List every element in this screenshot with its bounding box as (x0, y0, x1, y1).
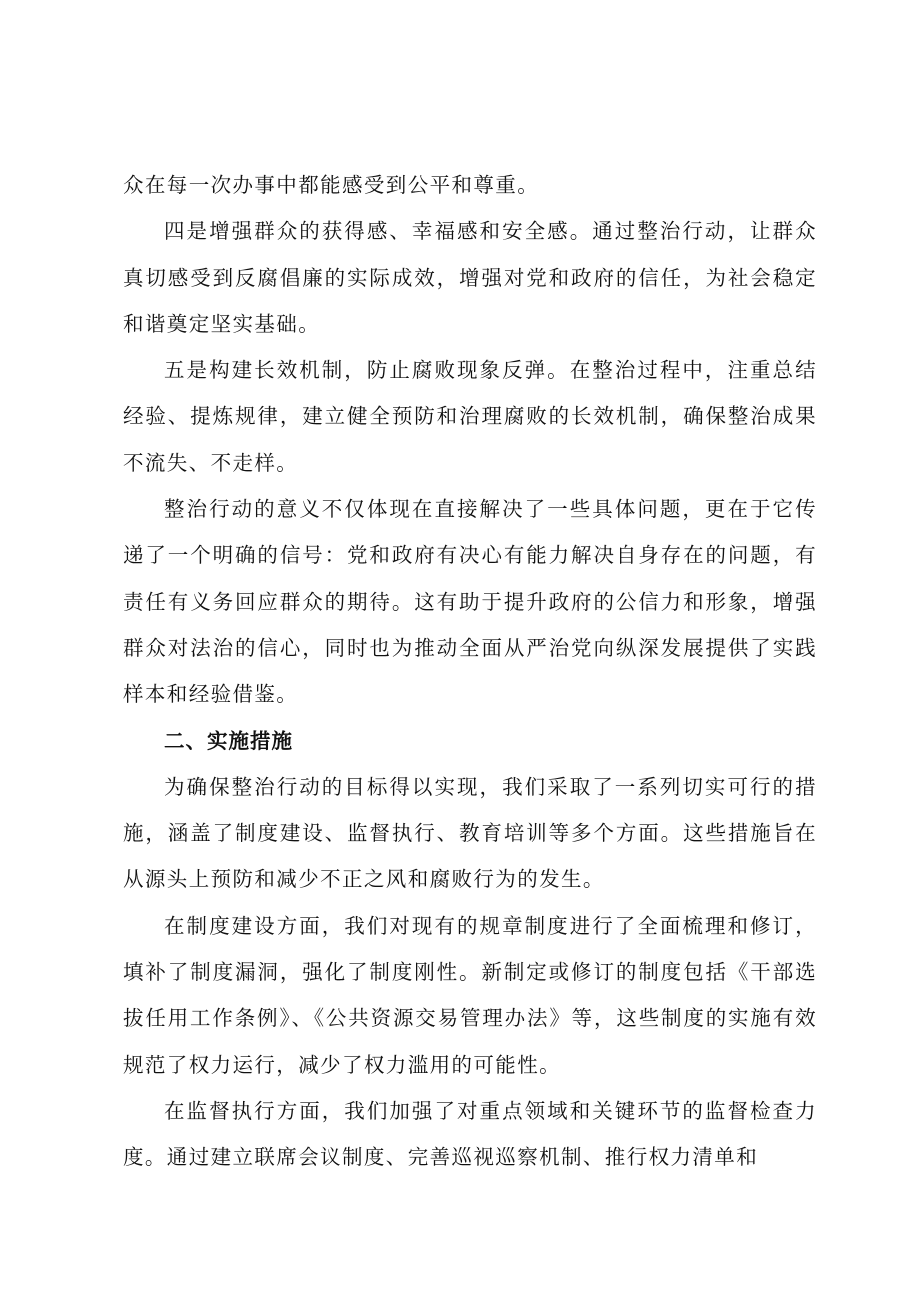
document-body (123, 162, 817, 1181)
paragraph-point-four: 四是增强群众的获得感、幸福感和安全感。通过整治行动，让群众真切感受到反腐倡廉的实际成效，增强对党和政府的信任，为社会稳定和谐奠定坚实基础。 (123, 219, 817, 336)
paragraph-point-five: 五是构建长效机制，防止腐败现象反弹。在整治过程中，注重总结经验、提炼规律，建立健全预防和治理腐败的长效机制，确保整治成果不流失、不走样。 (123, 358, 817, 475)
paragraph-significance: 整治行动的意义不仅体现在直接解决了一些具体问题，更在于它传递了一个明确的信号：党和政府有决心有能力解决自身存在的问题，有责任有义务回应群众的期待。这有助于提升政府的公信力和形象，增强群众对法治的信心，同时也为推动全面从严治党向纵深发展提供了实践样本和经验借鉴。 (123, 497, 817, 707)
section-heading-measures: 二、实施措施 (164, 728, 293, 753)
paragraph-continuation: 众在每一次办事中都能感受到公平和尊重。 (123, 173, 540, 197)
paragraph-supervision: 在监督执行方面，我们加强了对重点领域和关键环节的监督检查力度。通过建立联席会议制度、完善巡视巡察机制、推行权力清单和 (123, 1098, 817, 1170)
paragraph-system-building: 在制度建设方面，我们对现有的规章制度进行了全面梳理和修订，填补了制度漏洞，强化了制度刚性。新制定或修订的制度包括《干部选拔任用工作条例》、《公共资源交易管理办法》等，这些制度的实施有效规范了权力运行，减少了权力滥用的可能性。 (123, 913, 817, 1077)
paragraph-measures-intro: 为确保整治行动的目标得以实现，我们采取了一系列切实可行的措施，涵盖了制度建设、监督执行、教育培训等多个方面。这些措施旨在从源头上预防和减少不正之风和腐败行为的发生。 (123, 774, 817, 892)
